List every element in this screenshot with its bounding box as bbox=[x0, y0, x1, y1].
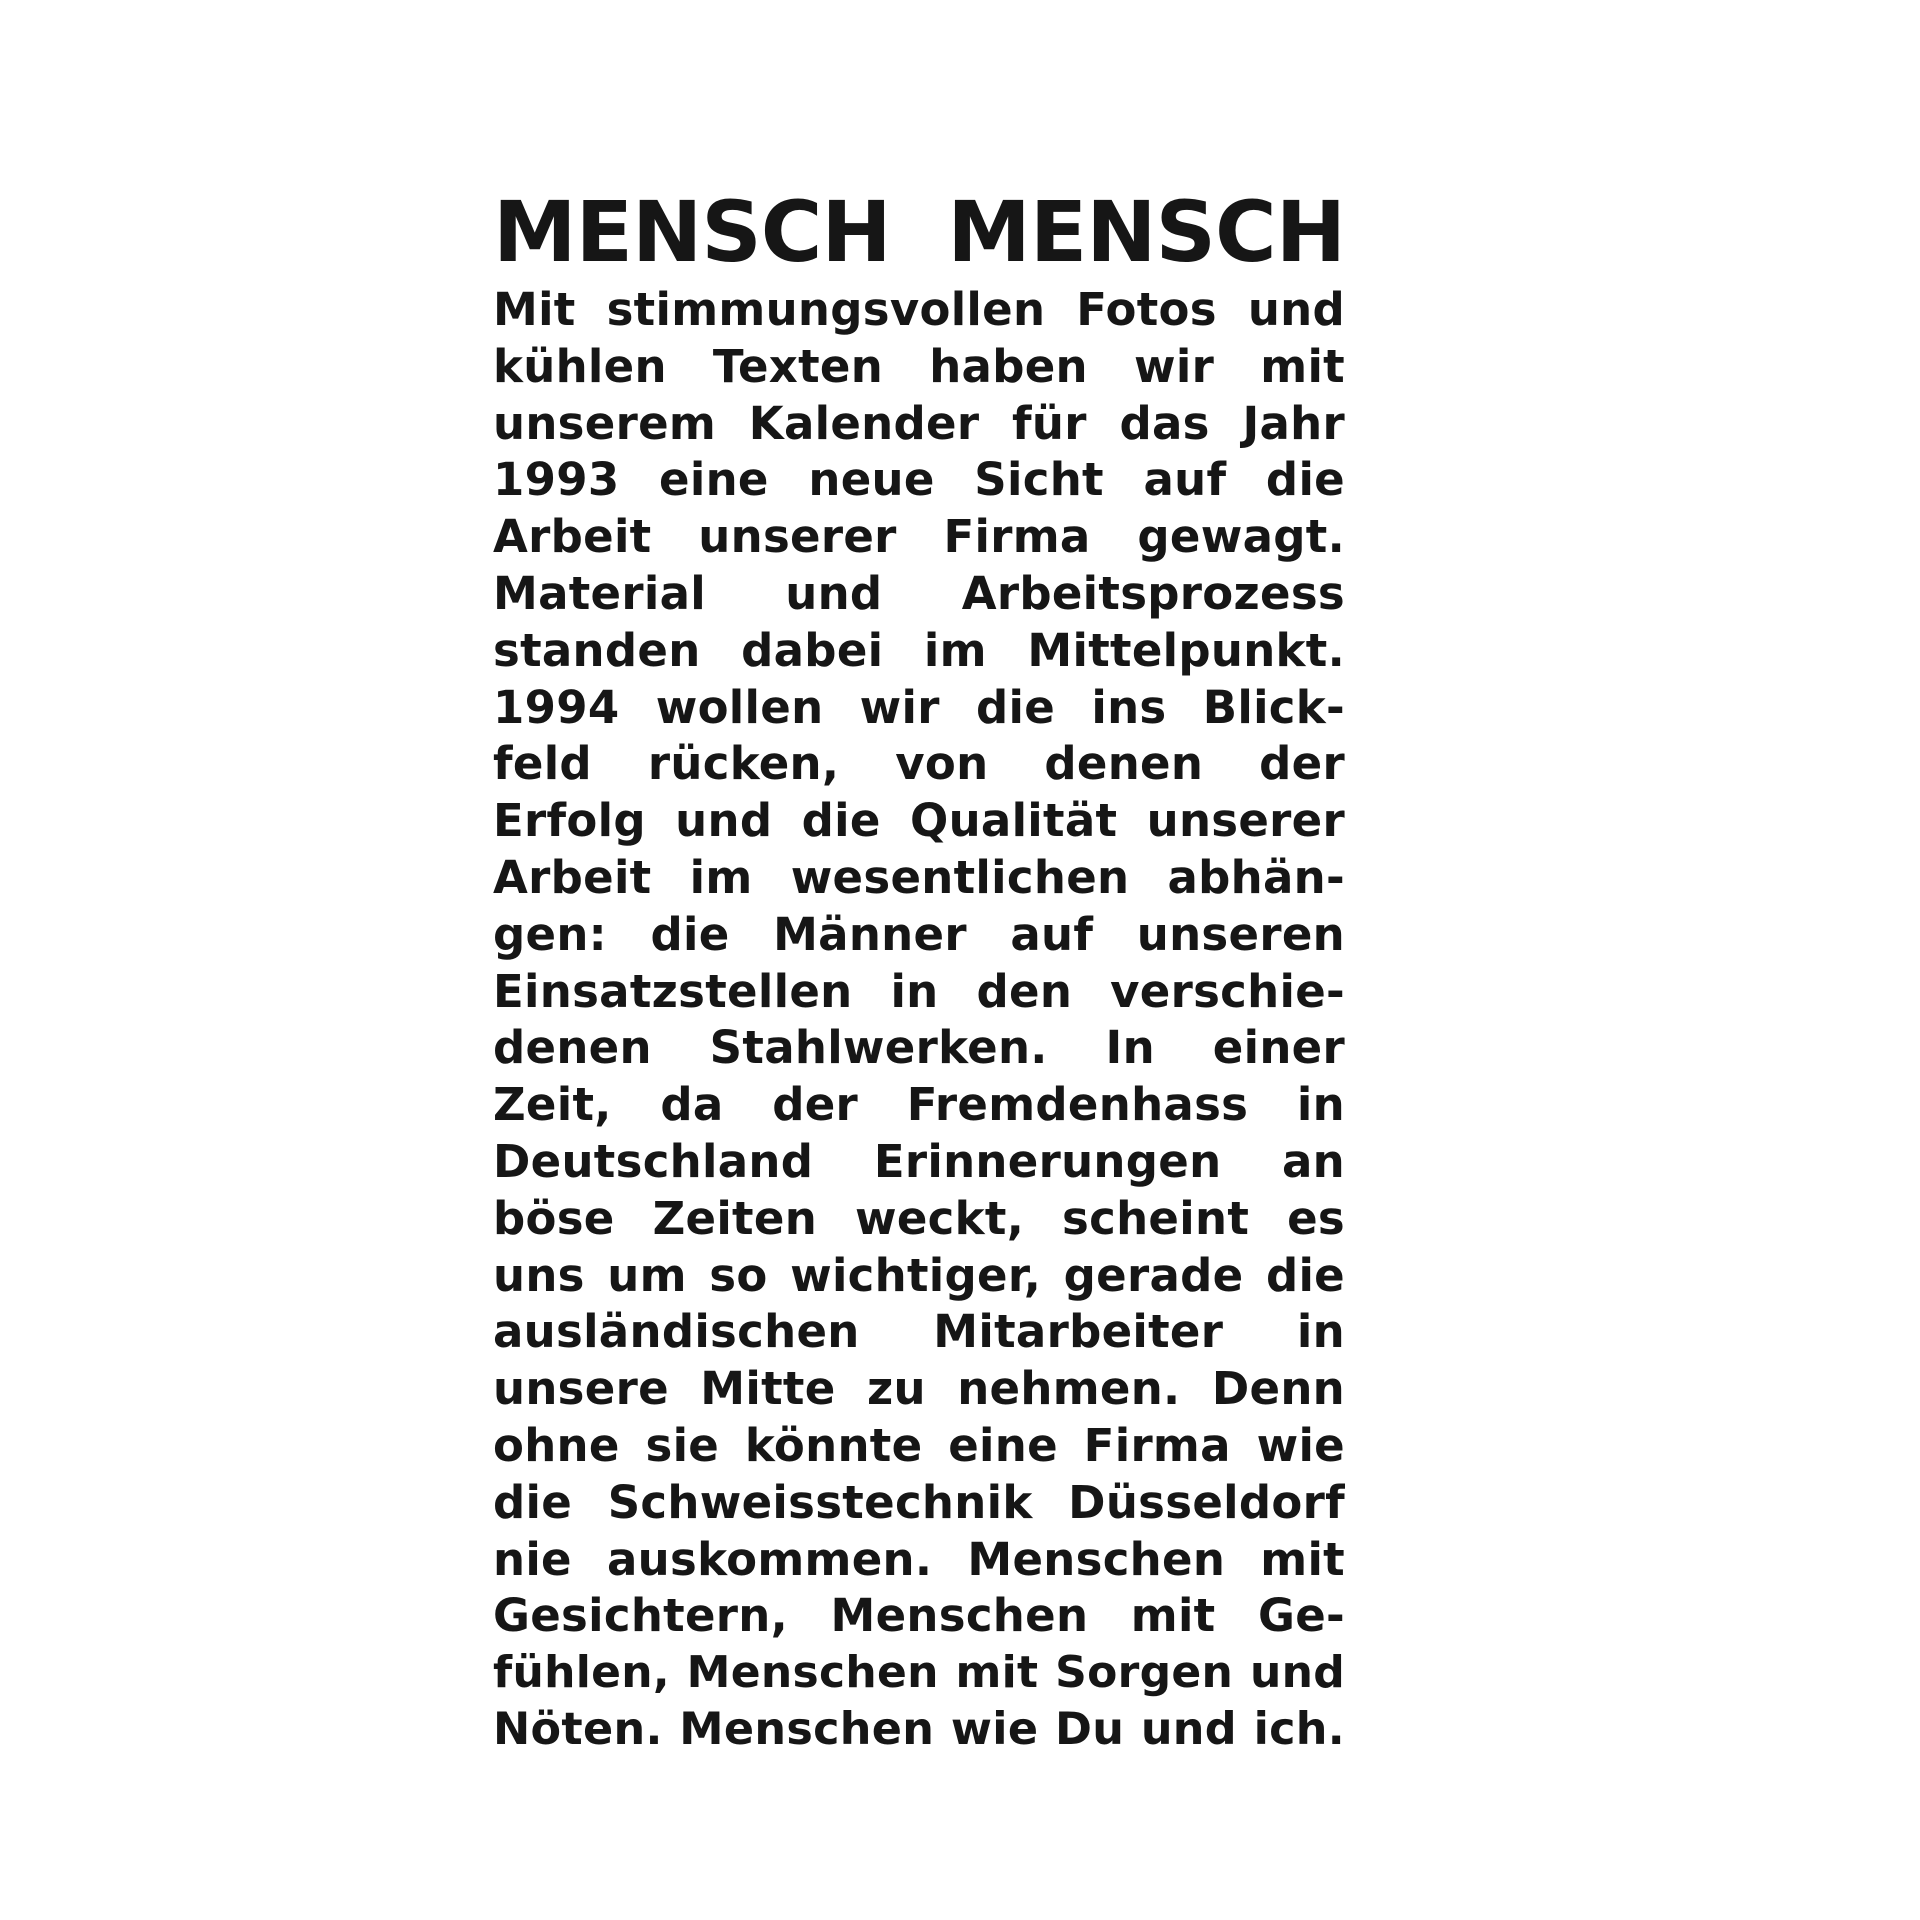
body-line-9: feld rücken, von denen der bbox=[493, 737, 1345, 791]
body-line-3: unserem Kalender für das Jahr bbox=[493, 396, 1345, 450]
body-text bbox=[493, 282, 1345, 1759]
body-line-25: fühlen, Menschen mit Sorgen und bbox=[493, 1647, 1345, 1699]
body-line-20: unsere Mitte zu nehmen. Denn bbox=[493, 1362, 1345, 1416]
body-line-21: ohne sie könnte eine Firma wie bbox=[493, 1418, 1345, 1472]
body-line-1: Mit stimmungsvollen Fotos und bbox=[493, 283, 1345, 336]
body-line-10: Erfolg und die Qualität unserer bbox=[493, 794, 1345, 848]
body-line-4: 1993 eine neue Sicht auf die bbox=[493, 453, 1345, 507]
body-line-2: kühlen Texten haben wir mit bbox=[493, 339, 1345, 393]
body-line-19: ausländischen Mitarbeiter in bbox=[493, 1305, 1345, 1359]
body-line-15: Zeit, da der Fremdenhass in bbox=[493, 1078, 1345, 1132]
body-line-14: denen Stahlwerken. In einer bbox=[493, 1021, 1345, 1075]
body-line-5: Arbeit unserer Firma gewagt. bbox=[493, 510, 1345, 564]
body-line-18: uns um so wichtiger, gerade die bbox=[493, 1248, 1345, 1302]
body-line-13: Einsatzstellen in den verschie- bbox=[493, 964, 1345, 1018]
document-title: MENSCH MENSCH bbox=[493, 183, 1345, 281]
body-line-8: 1994 wollen wir die ins Blick- bbox=[493, 680, 1345, 734]
body-line-17: böse Zeiten weckt, scheint es bbox=[493, 1191, 1345, 1245]
body-line-11: Arbeit im wesentlichen abhän- bbox=[493, 850, 1345, 904]
body-line-16: Deutschland Erinnerungen an bbox=[493, 1134, 1345, 1188]
body-line-26: Nöten. Menschen wie Du und ich. bbox=[493, 1703, 1345, 1755]
body-line-23: nie auskommen. Menschen mit bbox=[493, 1532, 1345, 1586]
text-block bbox=[493, 182, 1345, 1759]
body-line-6: Material und Arbeitsprozess bbox=[493, 566, 1345, 620]
body-line-24: Gesichtern, Menschen mit Ge- bbox=[493, 1589, 1345, 1643]
body-line-7: standen dabei im Mittelpunkt. bbox=[493, 623, 1345, 677]
body-line-22: die Schweisstechnik Düsseldorf bbox=[493, 1475, 1345, 1529]
body-line-12: gen: die Männer auf unseren bbox=[493, 907, 1345, 961]
